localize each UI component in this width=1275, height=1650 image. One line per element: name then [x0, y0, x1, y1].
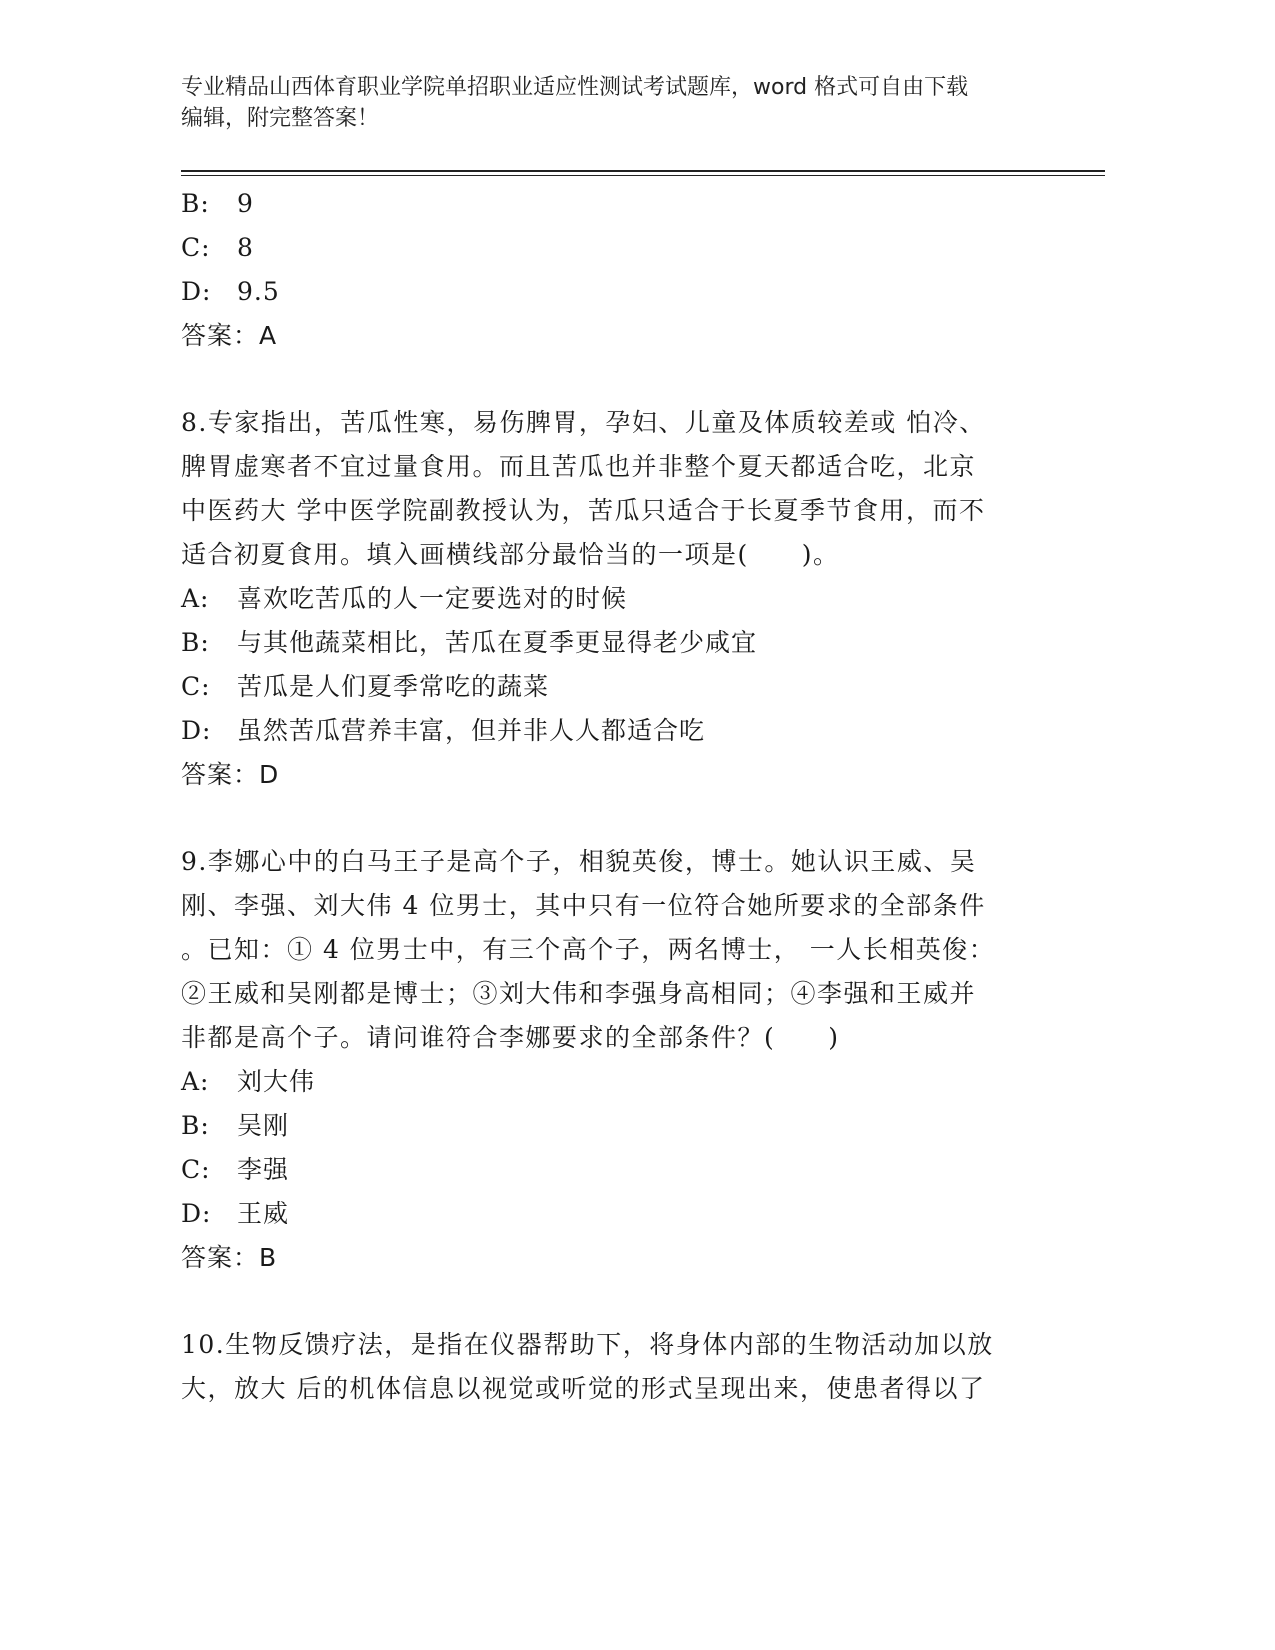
stem-line: 脾胃虚寒者不宜过量食用。而且苦瓜也并非整个夏天都适合吃，北京 — [181, 452, 977, 481]
option-letter: C: — [181, 1155, 211, 1184]
header-rule-thick — [181, 170, 1105, 172]
stem-line: 大，放大 后的机体信息以视觉或听觉的形式呈现出来，使患者得以了 — [181, 1374, 986, 1403]
header-line-1: 专业精品山西体育职业学院单招职业适应性测试考试题库，word 格式可自由下载 — [181, 75, 969, 100]
option-a — [181, 1060, 1041, 1104]
option-text: 9 — [237, 189, 254, 218]
option-letter: B: — [181, 1111, 210, 1140]
option-letter: C: — [181, 233, 211, 262]
header-rule-thin — [181, 175, 1105, 176]
question-spacer — [181, 358, 1041, 401]
option-text: 虽然苦瓜营养丰富，但并非人人都适合吃 — [237, 716, 706, 745]
question-9-answer: 答案：B — [181, 1243, 278, 1272]
question-10-stem — [181, 1323, 1041, 1411]
option-text: 与其他蔬菜相比，苦瓜在夏季更显得老少咸宜 — [237, 628, 758, 657]
option-letter: A: — [181, 1067, 210, 1096]
option-letter: A: — [181, 584, 210, 613]
stem-line: 适合初夏食用。填入画横线部分最恰当的一项是( )。 — [181, 540, 840, 569]
option-a — [181, 577, 1041, 621]
option-text: 苦瓜是人们夏季常吃的蔬菜 — [237, 672, 550, 701]
option-text: 刘大伟 — [237, 1067, 316, 1096]
option-letter: C: — [181, 672, 211, 701]
stem-line: 。已知：① 4 位男士中，有三个高个子，两名博士， 一人长相英俊： — [181, 935, 996, 964]
header-line-2: 编辑，附完整答案！ — [181, 106, 380, 131]
stem-line: 9.李娜心中的白马王子是高个子，相貌英俊，博士。她认识王威、吴 — [181, 847, 977, 876]
option-b — [181, 1104, 1041, 1148]
option-c — [181, 226, 1041, 270]
question-7-answer: 答案：A — [181, 321, 278, 350]
option-b — [181, 182, 1041, 226]
page-header — [181, 72, 1041, 134]
option-letter: D: — [181, 716, 212, 745]
stem-line: 刚、李强、刘大伟 4 位男士，其中只有一位符合她所要求的全部条件 — [181, 891, 986, 920]
stem-line: ②王威和吴刚都是博士；③刘大伟和李强身高相同；④李强和王威并 — [181, 979, 977, 1008]
stem-line: 8.专家指出，苦瓜性寒，易伤脾胃，孕妇、儿童及体质较差或 怕冷、 — [181, 408, 986, 437]
option-text: 王威 — [237, 1199, 290, 1228]
question-8-options — [181, 577, 1041, 753]
option-d — [181, 270, 1041, 314]
question-spacer — [181, 1280, 1041, 1323]
question-content — [181, 182, 1041, 1411]
option-letter: D: — [181, 1199, 212, 1228]
option-c — [181, 665, 1041, 709]
option-d — [181, 1192, 1041, 1236]
question-8-stem — [181, 401, 1041, 577]
stem-line: 10.生物反馈疗法，是指在仪器帮助下，将身体内部的生物活动加以放 — [181, 1330, 994, 1359]
option-letter: B: — [181, 189, 210, 218]
stem-line: 非都是高个子。请问谁符合李娜要求的全部条件？( ) — [181, 1023, 840, 1052]
stem-line: 中医药大 学中医学院副教授认为，苦瓜只适合于长夏季节食用，而不 — [181, 496, 986, 525]
option-text: 8 — [237, 233, 254, 262]
question-spacer — [181, 797, 1041, 840]
question-7-options — [181, 182, 1041, 314]
question-9-stem — [181, 840, 1041, 1060]
option-b — [181, 621, 1041, 665]
option-text: 9.5 — [237, 277, 280, 306]
option-letter: B: — [181, 628, 210, 657]
option-text: 喜欢吃苦瓜的人一定要选对的时候 — [237, 584, 628, 613]
option-text: 吴刚 — [237, 1111, 290, 1140]
question-9-options — [181, 1060, 1041, 1236]
option-letter: D: — [181, 277, 212, 306]
option-c — [181, 1148, 1041, 1192]
question-8-answer: 答案：D — [181, 760, 280, 789]
option-text: 李强 — [237, 1155, 290, 1184]
option-d — [181, 709, 1041, 753]
